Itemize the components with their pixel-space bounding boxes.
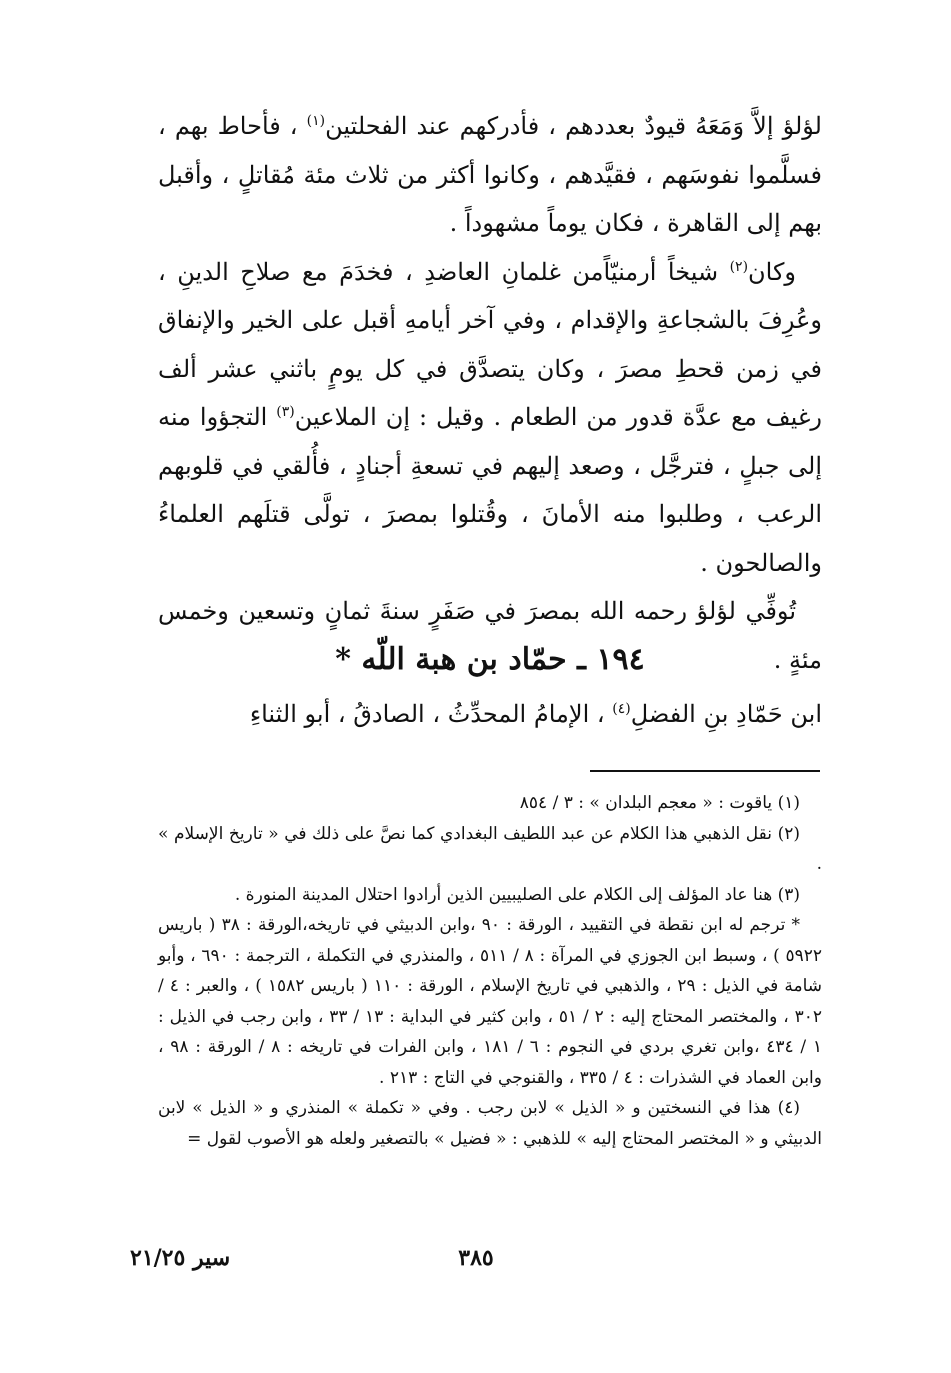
entry-first-line <box>158 690 822 738</box>
entry-heading: ١٩٤ ـ حمّاد بن هبة اللّه * <box>335 642 645 677</box>
page-footer <box>130 1238 822 1278</box>
signature-mark: سير ٢١/٢٥ <box>130 1245 231 1271</box>
paragraph-text: لؤلؤ إلاَّ وَمَعَهُ قيودٌ بعددهم ، فأدركهم عند الفحلتين <box>325 112 822 140</box>
footnote-marker: (١) <box>306 113 326 129</box>
paragraph-1 <box>158 102 822 248</box>
footnote-separator <box>590 770 820 772</box>
footnote-3: (٣) هنا عاد المؤلف إلى الكلام على الصليبيين الذين أرادوا احتلال المدينة المنورة . <box>234 884 800 905</box>
footnotes <box>158 788 822 1154</box>
footnote-2: (٢) نقل الذهبي هذا الكلام عن عبد اللطيف البغدادي كما نصَّ على ذلك في « تاريخ الإسلام » . <box>158 823 822 874</box>
footnote-1: (١) ياقوت : « معجم البلدان » : ٣ / ٨٥٤ <box>519 793 800 813</box>
paragraph-text: تُوفِّي لؤلؤ رحمه الله بمصرَ في صَفَرٍ سنةَ ثمانٍ وتسعين وخمس مئةٍ . <box>158 597 822 674</box>
paragraph-text: ، فأحاط بهم ، فسلَّموا نفوسَهم ، فقيَّدهم ، وكانوا أكثر من ثلاث مئة مُقاتلٍ ، وأقبل بهم إلى القاهرة ، فكان يوماً مشهوداً . <box>158 112 822 237</box>
footnote-sources: * ترجم له ابن نقطة في التقييد ، الورقة : ٩٠ ،وابن الدبيثي في تاريخه،الورقة : ٣٨ ( باريس ٥٩٢٢ ) ، وسبط ابن الجوزي في المرآة : ٨ / ٥١١ ، والمنذري في التكملة ، الترجمة : ٦٩٠ ، وأبو شامة في الذيل : ٢٩ ، والذهبي في تاريخ الإسلام ، الورقة : ١١٠ ( باريس ١٥٨٢ ) ، والعبر : ٤ / ٣٠٢ ، والمختصر المحتاج إليه : ٢ / ٥١ ، وابن كثير في البداية : ١٣ / ٣٣ ، وابن رجب في الذيل : ١ / ٤٣٤ ،وابن تغري بردي في النجوم : ٦ / ١٨١ ، وابن الفرات في تاريخه : ٨ / الورقة : ٩٨ ، وابن العماد في الشذرات : ٤ / ٣٣٥ ، والقنوجي في التاج : ٢١٣ . <box>158 915 822 1088</box>
footnote-marker: (٤) <box>612 701 631 717</box>
paragraph-text: التجؤوا منه إلى جبلٍ ، فترجَّل ، وصعد إليهم في تسعةِ أجنادٍ ، فأُلقي في قلوبهم الرعب ، وطلبوا منه الأمانَ ، وقُتلوا بمصرَ ، تولَّى قتلَهم العلماءُ والصالحون . <box>158 403 822 577</box>
entry-text: ، الإمامُ المحدِّثُ ، الصادقُ ، أبو الثناءِ <box>249 700 613 728</box>
footnote-marker: (٣) <box>276 404 295 420</box>
entry-text: ابن حَمّادِ بنِ الفضلِ <box>630 700 822 728</box>
paragraph-text: شيخاً أرمنيّاًمن غلمانِ العاضدِ ، فخدَمَ مع صلاحِ الدينِ ، وعُرِفَ بالشجاعةِ والإقدام ، وفي آخر أيامهِ أقبل على الخير والإنفاق في زمن قحطِ مصرَ ، وكان يتصدَّق في كل يومٍ باثني عشر ألف رغيف مع عدَّة قدور من الطعام . وقيل : إن الملاعين <box>158 257 822 431</box>
main-text <box>158 102 822 684</box>
paragraph-text: وكان <box>748 257 796 286</box>
page-number: ٣٨٥ <box>458 1245 494 1271</box>
paragraph-2 <box>158 248 822 588</box>
footnote-marker: (٢) <box>729 258 749 275</box>
footnote-4: (٤) هذا في النسختين و « الذيل » لابن رجب . وفي « تكملة » المنذري و « الذيل » لابن الدبيثي و « المختصر المحتاج إليه » للذهبي : « فضيل » بالتصغير ولعله هو الأصوب لقول = <box>158 1098 822 1149</box>
